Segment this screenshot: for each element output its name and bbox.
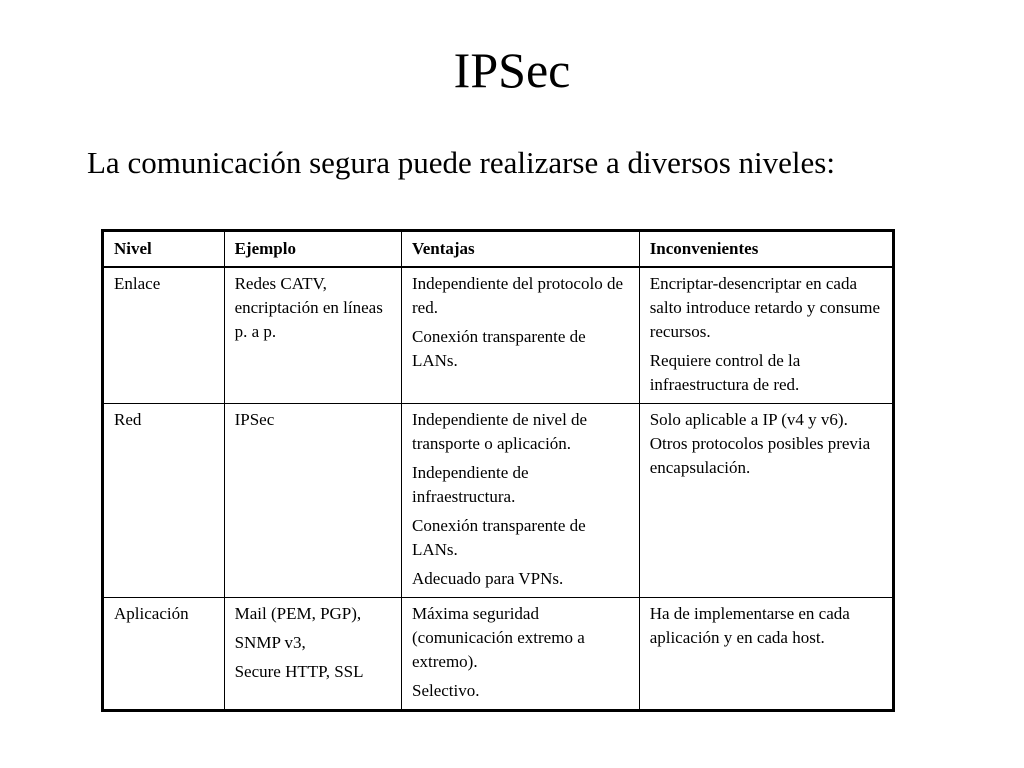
cell-ejemplo (224, 404, 401, 598)
cell-inconvenientes (639, 598, 893, 711)
cell-nivel: Aplicación (103, 598, 225, 711)
cell-ejemplo (224, 598, 401, 711)
slide-title: IPSec (453, 42, 571, 98)
cell-paragraph: Mail (PEM, PGP), (234, 604, 362, 623)
cell-paragraph: IPSec (234, 410, 275, 429)
cell-ventajas (401, 404, 639, 598)
header-row (103, 231, 894, 268)
cell-paragraph: Conexión transparente de LANs. (411, 327, 586, 370)
cell-paragraph: Solo aplicable a IP (v4 y v6). Otros protocolos posibles previa encapsulación. (649, 410, 871, 477)
table-header (103, 231, 894, 268)
cell-paragraph: Conexión transparente de LANs. (411, 516, 586, 559)
cell-nivel: Enlace (103, 267, 225, 404)
table-body (103, 267, 894, 711)
cell-inconvenientes (639, 267, 893, 404)
header-ventajas: Ventajas (401, 231, 639, 268)
cell-paragraph: Independiente de nivel de transporte o aplicación. (411, 410, 588, 453)
cell-inconvenientes (639, 404, 893, 598)
cell-ventajas (401, 598, 639, 711)
cell-paragraph: Máxima seguridad (comunicación extremo a extremo). (411, 604, 585, 671)
cell-paragraph: Secure HTTP, SSL (234, 662, 364, 681)
cell-nivel: Red (103, 404, 225, 598)
cell-paragraph: Selectivo. (411, 681, 480, 700)
table-row-red (103, 404, 894, 598)
cell-paragraph: Redes CATV, encriptación en líneas p. a p. (234, 274, 383, 341)
table-row-aplicacion (103, 598, 894, 711)
cell-paragraph: Independiente del protocolo de red. (411, 274, 623, 317)
cell-paragraph: Independiente de infraestructura. (411, 463, 529, 506)
cell-paragraph: Encriptar-desencriptar en cada salto introduce retardo y consume recursos. (649, 274, 881, 341)
cell-paragraph: Ha de implementarse en cada aplicación y en cada host. (649, 604, 850, 647)
header-inconvenientes: Inconvenientes (639, 231, 893, 268)
table-row-enlace (103, 267, 894, 404)
cell-ventajas (401, 267, 639, 404)
cell-paragraph: Adecuado para VPNs. (411, 569, 564, 588)
header-nivel: Nivel (103, 231, 225, 268)
header-ejemplo: Ejemplo (224, 231, 401, 268)
cell-ejemplo (224, 267, 401, 404)
cell-paragraph: Requiere control de la infraestructura de red. (649, 351, 801, 394)
security-levels-table (101, 229, 895, 712)
slide-subtitle: La comunicación segura puede realizarse a diversos niveles: (87, 145, 835, 180)
cell-paragraph: SNMP v3, (234, 633, 306, 652)
